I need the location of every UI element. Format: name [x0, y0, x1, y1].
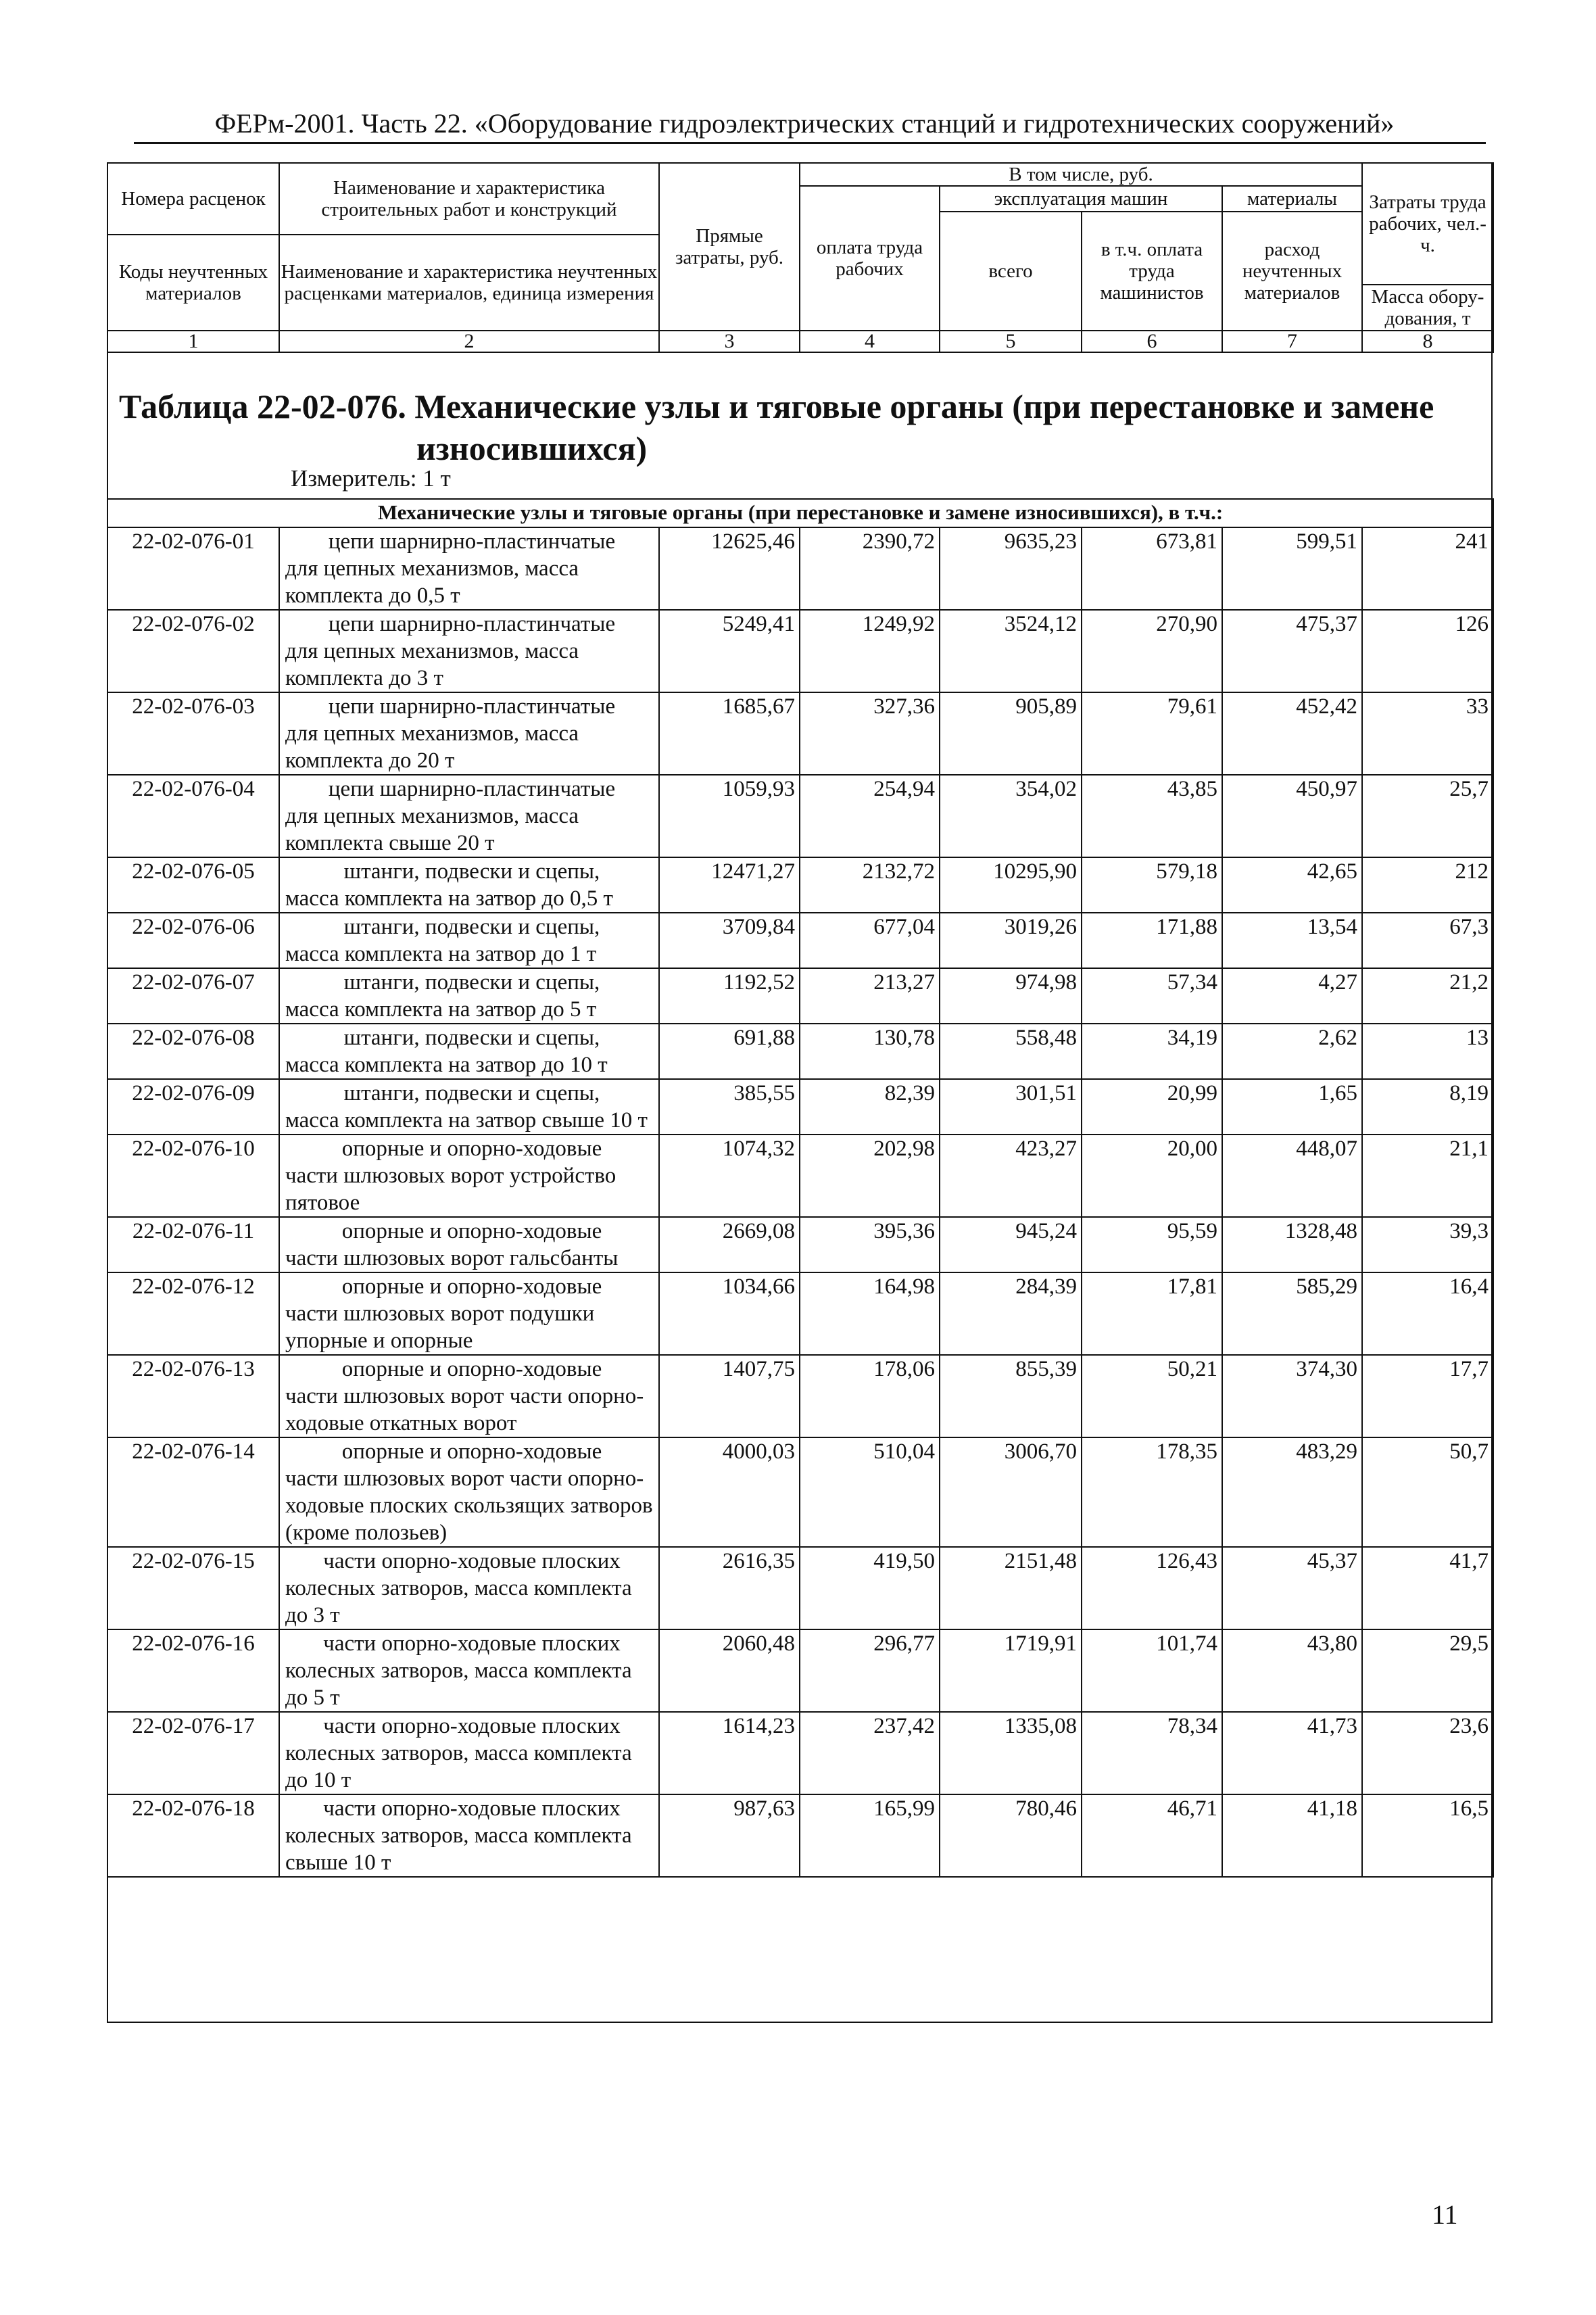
- materials-cell: 475,37: [1222, 610, 1362, 692]
- machine-total-cell: 1719,91: [940, 1629, 1082, 1712]
- description-rest: части шлюзовых ворот части опорно-ходовые плоских скользящих затворов (кроме полозьев): [285, 1466, 653, 1545]
- table-row: [107, 527, 1493, 610]
- operators-pay-cell: 78,34: [1082, 1712, 1222, 1794]
- machine-total-cell: 945,24: [940, 1217, 1082, 1272]
- description-first-line: опорные и опорно-ходовые: [341, 1137, 602, 1161]
- table-row: [107, 1712, 1493, 1794]
- table-row: [107, 857, 1493, 913]
- description-rest: части шлюзовых ворот подушки упорные и опорные: [285, 1302, 595, 1353]
- machine-total-cell: 301,51: [940, 1079, 1082, 1135]
- table-row: [107, 692, 1493, 775]
- col-number: 5: [940, 331, 1082, 352]
- direct-costs-cell: 987,63: [659, 1794, 800, 1877]
- table-row: [107, 968, 1493, 1024]
- table-row: [107, 1079, 1493, 1135]
- table-row: [107, 1629, 1493, 1712]
- running-header: ФЕРм-2001. Часть 22. «Оборудование гидроэлектрических станций и гидротехнических сооружений»: [214, 108, 1395, 139]
- direct-costs-cell: 385,55: [659, 1079, 800, 1135]
- table-title-line2: износившихся): [416, 429, 648, 467]
- direct-costs-cell: 2616,35: [659, 1547, 800, 1629]
- col-labor-pay: оплата труда рабочих: [800, 186, 940, 331]
- table-row: [107, 1217, 1493, 1272]
- header-rule: [134, 142, 1486, 144]
- table-row: [107, 913, 1493, 968]
- table-title-line1: Таблица 22-02-076. Механические узлы и тяговые органы (при перестановке и замене: [119, 387, 1434, 425]
- work-description: [279, 775, 659, 857]
- work-description: [279, 1629, 659, 1712]
- page-number: 11: [1432, 2199, 1458, 2230]
- col-equipment-mass: Масса обору-дования, т: [1362, 285, 1493, 331]
- operators-pay-cell: 34,19: [1082, 1024, 1222, 1079]
- direct-costs-cell: 1034,66: [659, 1272, 800, 1355]
- work-description: [279, 1079, 659, 1135]
- direct-costs-cell: 2669,08: [659, 1217, 800, 1272]
- machine-total-cell: 3524,12: [940, 610, 1082, 692]
- labor-hours-cell: 241: [1362, 527, 1493, 610]
- description-first-line: части опорно-ходовые плоских: [323, 1796, 621, 1821]
- description-first-line: штанги, подвески и сцепы,: [343, 859, 600, 884]
- operators-pay-cell: 46,71: [1082, 1794, 1222, 1877]
- description-rest: масса комплекта на затвор до 10 т: [285, 1053, 608, 1077]
- operators-pay-cell: 101,74: [1082, 1629, 1222, 1712]
- labor-hours-cell: 126: [1362, 610, 1493, 692]
- machine-total-cell: 9635,23: [940, 527, 1082, 610]
- work-description: [279, 1272, 659, 1355]
- table-row: [107, 610, 1493, 692]
- machine-total-cell: 354,02: [940, 775, 1082, 857]
- description-first-line: штанги, подвески и сцепы,: [343, 1081, 600, 1105]
- direct-costs-cell: 1074,32: [659, 1135, 800, 1217]
- labor-hours-cell: 23,6: [1362, 1712, 1493, 1794]
- machine-total-cell: 3006,70: [940, 1437, 1082, 1547]
- description-rest: для цепных механизмов, масса комплекта до 20 т: [285, 721, 579, 773]
- operators-pay-cell: 126,43: [1082, 1547, 1222, 1629]
- description-first-line: опорные и опорно-ходовые: [341, 1274, 602, 1299]
- col-number: 2: [279, 331, 659, 352]
- operators-pay-cell: 579,18: [1082, 857, 1222, 913]
- labor-hours-cell: 8,19: [1362, 1079, 1493, 1135]
- labor-hours-cell: 25,7: [1362, 775, 1493, 857]
- operators-pay-cell: 270,90: [1082, 610, 1222, 692]
- rate-code: 22-02-076-09: [107, 1079, 279, 1135]
- labor-pay-cell: 327,36: [800, 692, 940, 775]
- direct-costs-cell: 12625,46: [659, 527, 800, 610]
- operators-pay-cell: 20,99: [1082, 1079, 1222, 1135]
- description-rest: для цепных механизмов, масса комплекта до 0,5 т: [285, 556, 579, 608]
- col-labor-costs: Затраты труда рабочих, чел.-ч.: [1362, 163, 1493, 285]
- direct-costs-cell: 3709,84: [659, 913, 800, 968]
- work-description: [279, 1217, 659, 1272]
- description-first-line: опорные и опорно-ходовые: [341, 1439, 602, 1464]
- machine-total-cell: 974,98: [940, 968, 1082, 1024]
- description-first-line: цепи шарнирно-пластинчатые: [328, 694, 616, 719]
- description-rest: масса комплекта на затвор до 1 т: [285, 942, 597, 966]
- description-first-line: цепи шарнирно-пластинчатые: [328, 777, 616, 801]
- description-rest: масса комплекта на затвор свыше 10 т: [285, 1108, 648, 1132]
- work-description: [279, 913, 659, 968]
- col-number: 1: [107, 331, 279, 352]
- rate-code: 22-02-076-13: [107, 1355, 279, 1437]
- machine-total-cell: 558,48: [940, 1024, 1082, 1079]
- rate-code: 22-02-076-17: [107, 1712, 279, 1794]
- rate-code: 22-02-076-08: [107, 1024, 279, 1079]
- col-materials: материалы: [1222, 186, 1362, 212]
- work-description: [279, 1712, 659, 1794]
- machine-total-cell: 423,27: [940, 1135, 1082, 1217]
- materials-cell: 41,73: [1222, 1712, 1362, 1794]
- labor-pay-cell: 1249,92: [800, 610, 940, 692]
- labor-pay-cell: 165,99: [800, 1794, 940, 1877]
- work-description: [279, 527, 659, 610]
- description-first-line: части опорно-ходовые плоских: [323, 1549, 621, 1573]
- description-rest: для цепных механизмов, масса комплекта свыше 20 т: [285, 804, 579, 855]
- description-rest: части шлюзовых ворот гальсбанты: [285, 1246, 619, 1270]
- description-first-line: цепи шарнирно-пластинчатые: [328, 529, 616, 554]
- work-description: [279, 857, 659, 913]
- materials-cell: 43,80: [1222, 1629, 1362, 1712]
- description-rest: колесных затворов, масса комплекта до 5 т: [285, 1658, 632, 1710]
- labor-hours-cell: 21,2: [1362, 968, 1493, 1024]
- direct-costs-cell: 691,88: [659, 1024, 800, 1079]
- labor-pay-cell: 178,06: [800, 1355, 940, 1437]
- rate-code: 22-02-076-07: [107, 968, 279, 1024]
- direct-costs-cell: 1407,75: [659, 1355, 800, 1437]
- rate-code: 22-02-076-18: [107, 1794, 279, 1877]
- col-materials-consumption: расход неучтенных материалов: [1222, 212, 1362, 331]
- description-first-line: штанги, подвески и сцепы,: [343, 970, 600, 995]
- materials-cell: 374,30: [1222, 1355, 1362, 1437]
- labor-pay-cell: 510,04: [800, 1437, 940, 1547]
- operators-pay-cell: 57,34: [1082, 968, 1222, 1024]
- operators-pay-cell: 17,81: [1082, 1272, 1222, 1355]
- col-direct-costs: Прямые затраты, руб.: [659, 163, 800, 331]
- description-first-line: штанги, подвески и сцепы,: [343, 1026, 600, 1050]
- description-first-line: части опорно-ходовые плоских: [323, 1714, 621, 1738]
- rate-code: 22-02-076-12: [107, 1272, 279, 1355]
- machine-total-cell: 3019,26: [940, 913, 1082, 968]
- materials-cell: 452,42: [1222, 692, 1362, 775]
- col-number: 7: [1222, 331, 1362, 352]
- col-machine-operation: эксплуатация машин: [940, 186, 1222, 212]
- table-row: [107, 1794, 1493, 1877]
- machine-total-cell: 284,39: [940, 1272, 1082, 1355]
- materials-cell: 450,97: [1222, 775, 1362, 857]
- labor-hours-cell: 13: [1362, 1024, 1493, 1079]
- labor-hours-cell: 21,1: [1362, 1135, 1493, 1217]
- labor-pay-cell: 213,27: [800, 968, 940, 1024]
- rate-code: 22-02-076-11: [107, 1217, 279, 1272]
- materials-cell: 4,27: [1222, 968, 1362, 1024]
- table-title: [119, 385, 1471, 469]
- direct-costs-cell: 5249,41: [659, 610, 800, 692]
- col-number: 4: [800, 331, 940, 352]
- materials-cell: 585,29: [1222, 1272, 1362, 1355]
- description-rest: колесных затворов, масса комплекта свыше 10 т: [285, 1823, 632, 1875]
- rate-code: 22-02-076-01: [107, 527, 279, 610]
- col-rate-numbers: Номера расценок: [107, 163, 279, 235]
- labor-hours-cell: 29,5: [1362, 1629, 1493, 1712]
- table-row: [107, 1024, 1493, 1079]
- labor-hours-cell: 17,7: [1362, 1355, 1493, 1437]
- description-rest: колесных затворов, масса комплекта до 10 т: [285, 1741, 632, 1792]
- description-rest: масса комплекта на затвор до 5 т: [285, 997, 597, 1022]
- labor-pay-cell: 202,98: [800, 1135, 940, 1217]
- table-row: [107, 1135, 1493, 1217]
- direct-costs-cell: 2060,48: [659, 1629, 800, 1712]
- operators-pay-cell: 43,85: [1082, 775, 1222, 857]
- work-description: [279, 610, 659, 692]
- materials-cell: 483,29: [1222, 1437, 1362, 1547]
- description-first-line: цепи шарнирно-пластинчатые: [328, 612, 616, 636]
- operators-pay-cell: 50,21: [1082, 1355, 1222, 1437]
- materials-cell: 448,07: [1222, 1135, 1362, 1217]
- table-row: [107, 1437, 1493, 1547]
- direct-costs-cell: 12471,27: [659, 857, 800, 913]
- rate-code: 22-02-076-15: [107, 1547, 279, 1629]
- rate-code: 22-02-076-05: [107, 857, 279, 913]
- rate-code: 22-02-076-02: [107, 610, 279, 692]
- materials-cell: 45,37: [1222, 1547, 1362, 1629]
- materials-cell: 2,62: [1222, 1024, 1362, 1079]
- labor-pay-cell: 419,50: [800, 1547, 940, 1629]
- work-description: [279, 1024, 659, 1079]
- col-number: 3: [659, 331, 800, 352]
- rate-code: 22-02-076-10: [107, 1135, 279, 1217]
- rate-code: 22-02-076-16: [107, 1629, 279, 1712]
- operators-pay-cell: 673,81: [1082, 527, 1222, 610]
- labor-pay-cell: 395,36: [800, 1217, 940, 1272]
- operators-pay-cell: 95,59: [1082, 1217, 1222, 1272]
- measure-unit: Измеритель: 1 т: [291, 465, 451, 492]
- labor-pay-cell: 2390,72: [800, 527, 940, 610]
- labor-pay-cell: 2132,72: [800, 857, 940, 913]
- machine-total-cell: 10295,90: [940, 857, 1082, 913]
- direct-costs-cell: 1685,67: [659, 692, 800, 775]
- labor-hours-cell: 16,4: [1362, 1272, 1493, 1355]
- labor-pay-cell: 130,78: [800, 1024, 940, 1079]
- col-material-names: Наименование и характеристика неучтенных расценками материалов, единица измерения: [279, 235, 659, 331]
- col-including: В том числе, руб.: [800, 163, 1362, 186]
- description-rest: части шлюзовых ворот части опорно-ходовые откатных ворот: [285, 1384, 644, 1435]
- machine-total-cell: 780,46: [940, 1794, 1082, 1877]
- description-first-line: опорные и опорно-ходовые: [341, 1357, 602, 1381]
- work-description: [279, 1135, 659, 1217]
- work-description: [279, 692, 659, 775]
- labor-hours-cell: 39,3: [1362, 1217, 1493, 1272]
- labor-pay-cell: 82,39: [800, 1079, 940, 1135]
- labor-pay-cell: 237,42: [800, 1712, 940, 1794]
- rates-table: [107, 498, 1494, 1878]
- table-row: [107, 1355, 1493, 1437]
- description-first-line: опорные и опорно-ходовые: [341, 1219, 602, 1243]
- table-row: [107, 775, 1493, 857]
- direct-costs-cell: 1059,93: [659, 775, 800, 857]
- materials-cell: 1,65: [1222, 1079, 1362, 1135]
- operators-pay-cell: 178,35: [1082, 1437, 1222, 1547]
- rate-code: 22-02-076-03: [107, 692, 279, 775]
- labor-pay-cell: 296,77: [800, 1629, 940, 1712]
- machine-total-cell: 855,39: [940, 1355, 1082, 1437]
- work-description: [279, 968, 659, 1024]
- col-work-name: Наименование и характеристика строительных работ и конструкций: [279, 163, 659, 235]
- machine-total-cell: 2151,48: [940, 1547, 1082, 1629]
- rate-code: 22-02-076-04: [107, 775, 279, 857]
- col-material-codes: Коды неучтенных материалов: [107, 235, 279, 331]
- materials-cell: 1328,48: [1222, 1217, 1362, 1272]
- col-number: 6: [1082, 331, 1222, 352]
- section-title: Механические узлы и тяговые органы (при перестановке и замене износившихся), в т.ч.:: [107, 499, 1493, 527]
- operators-pay-cell: 20,00: [1082, 1135, 1222, 1217]
- materials-cell: 42,65: [1222, 857, 1362, 913]
- col-machine-operators-pay: в т.ч. оплата труда машинистов: [1082, 212, 1222, 331]
- description-rest: масса комплекта на затвор до 0,5 т: [285, 886, 613, 911]
- work-description: [279, 1355, 659, 1437]
- labor-hours-cell: 212: [1362, 857, 1493, 913]
- description-first-line: части опорно-ходовые плоских: [323, 1631, 621, 1656]
- description-rest: части шлюзовых ворот устройство пятовое: [285, 1164, 616, 1215]
- labor-pay-cell: 254,94: [800, 775, 940, 857]
- col-machine-total: всего: [940, 212, 1082, 331]
- direct-costs-cell: 1614,23: [659, 1712, 800, 1794]
- labor-pay-cell: 677,04: [800, 913, 940, 968]
- machine-total-cell: 1335,08: [940, 1712, 1082, 1794]
- labor-hours-cell: 50,7: [1362, 1437, 1493, 1547]
- labor-hours-cell: 67,3: [1362, 913, 1493, 968]
- labor-hours-cell: 33: [1362, 692, 1493, 775]
- materials-cell: 599,51: [1222, 527, 1362, 610]
- rate-code: 22-02-076-14: [107, 1437, 279, 1547]
- labor-hours-cell: 16,5: [1362, 1794, 1493, 1877]
- description-rest: колесных затворов, масса комплекта до 3 т: [285, 1576, 632, 1627]
- labor-hours-cell: 41,7: [1362, 1547, 1493, 1629]
- description-first-line: штанги, подвески и сцепы,: [343, 915, 600, 939]
- operators-pay-cell: 171,88: [1082, 913, 1222, 968]
- table-row: [107, 1272, 1493, 1355]
- materials-cell: 41,18: [1222, 1794, 1362, 1877]
- description-rest: для цепных механизмов, масса комплекта до 3 т: [285, 639, 579, 690]
- labor-pay-cell: 164,98: [800, 1272, 940, 1355]
- work-description: [279, 1437, 659, 1547]
- operators-pay-cell: 79,61: [1082, 692, 1222, 775]
- rate-code: 22-02-076-06: [107, 913, 279, 968]
- table-row: [107, 1547, 1493, 1629]
- work-description: [279, 1547, 659, 1629]
- direct-costs-cell: 4000,03: [659, 1437, 800, 1547]
- col-number: 8: [1362, 331, 1493, 352]
- work-description: [279, 1794, 659, 1877]
- direct-costs-cell: 1192,52: [659, 968, 800, 1024]
- machine-total-cell: 905,89: [940, 692, 1082, 775]
- materials-cell: 13,54: [1222, 913, 1362, 968]
- column-header-table: [107, 162, 1494, 353]
